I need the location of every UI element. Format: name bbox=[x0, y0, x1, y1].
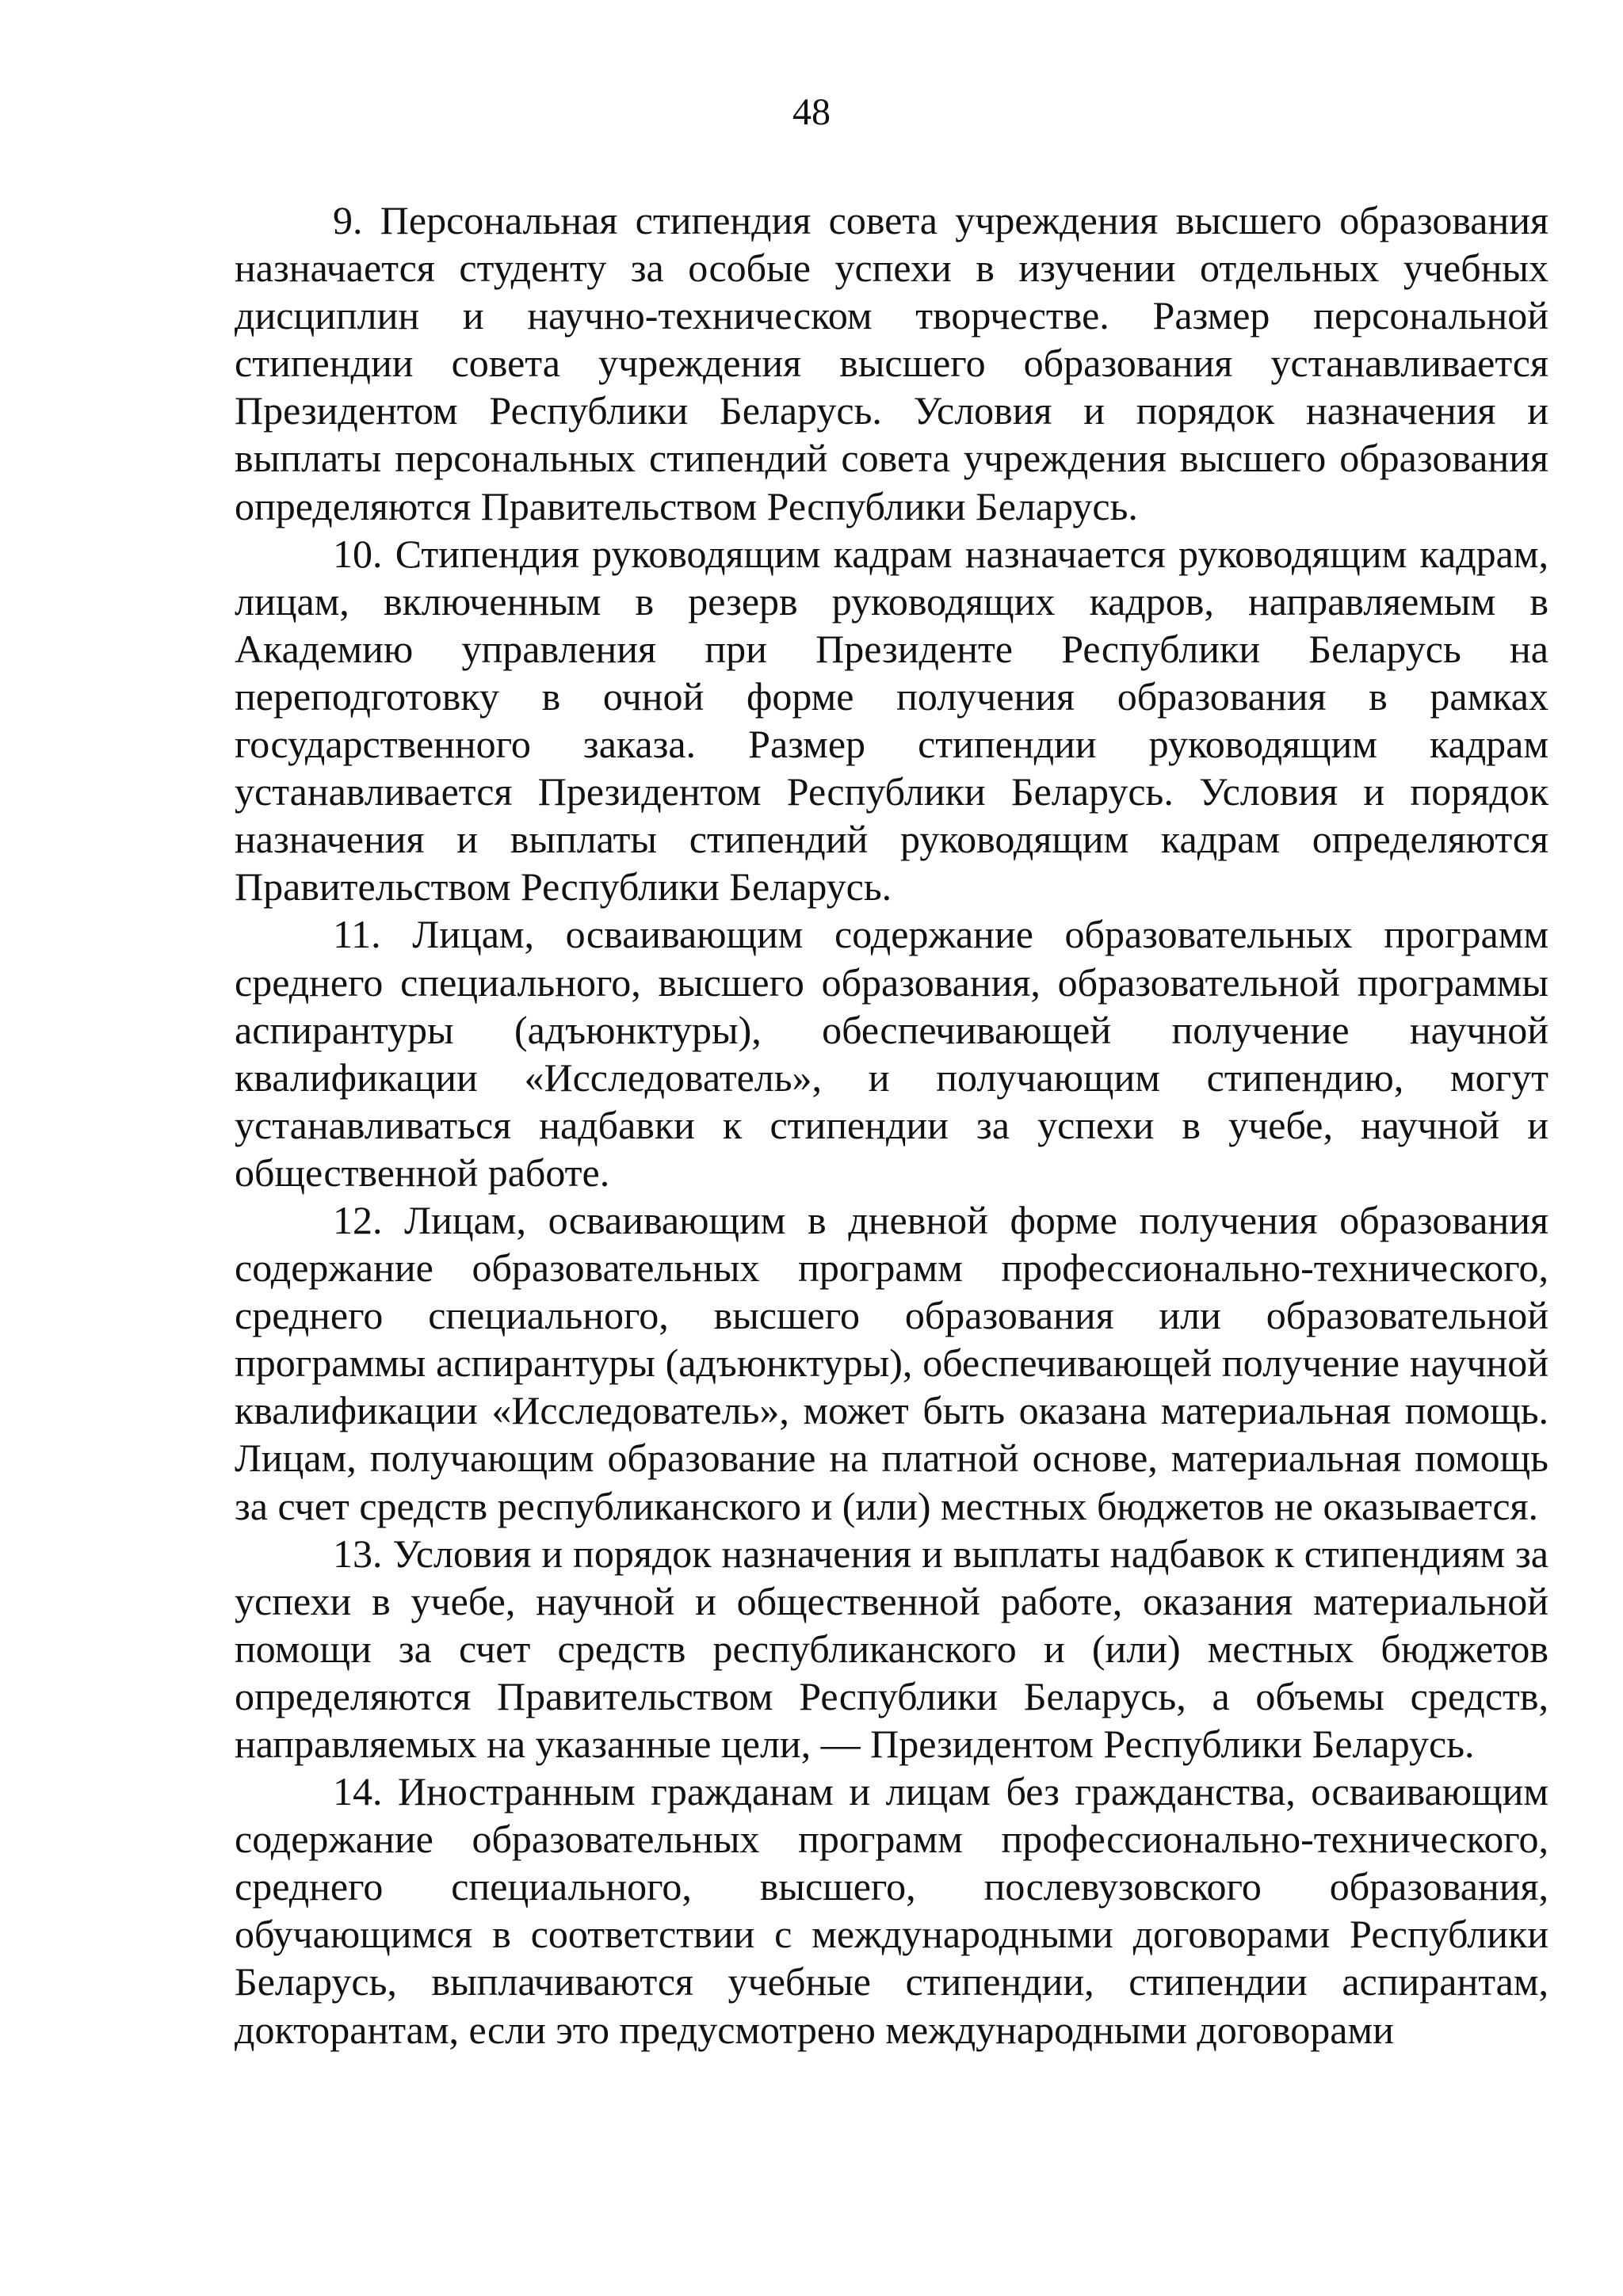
document-body bbox=[235, 196, 1549, 2054]
paragraph-14: 14. Иностранным гражданам и лицам без гражданства, осваивающим содержание образовательных программ профессионально-технического, среднего специального, высшего, послевузовского образования, обучающимся в соответствии с международными договорами Республики Беларусь, выплачиваются учебные стипендии, стипендии аспирантам, докторантам, если это предусмотрено международными договорами bbox=[235, 1769, 1549, 2052]
paragraph-9: 9. Персональная стипендия совета учреждения высшего образования назначается студенту за особые успехи в изучении отдельных учебных дисциплин и научно-техническом творчестве. Размер персональной стипендии совета учреждения высшего образования устанавливается Президентом Республики Беларусь. Условия и порядок назначения и выплаты персональных стипендий совета учреждения высшего образования определяются Правительством Республики Беларусь. bbox=[235, 198, 1549, 528]
paragraph-12: 12. Лицам, осваивающим в дневной форме получения образования содержание образовательных программ профессионально-технического, среднего специального, высшего образования или образовательной программы аспирантуры (адъюнктуры), обеспечивающей получение научной квалификации «Исследователь», может быть оказана материальная помощь. Лицам, получающим образование на платной основе, материальная помощь за счет средств республиканского и (или) местных бюджетов не оказывается. bbox=[235, 1197, 1549, 1528]
paragraph-10: 10. Стипендия руководящим кадрам назначается руководящим кадрам, лицам, включенным в резерв руководящих кадров, направляемым в Академию управления при Президенте Республики Беларусь на переподготовку в очной форме получения образования в рамках государственного заказа. Размер стипендии руководящим кадрам устанавливается Президентом Республики Беларусь. Условия и порядок назначения и выплаты стипендий руководящим кадрам определяются Правительством Республики Беларусь. bbox=[235, 531, 1549, 910]
paragraph-11: 11. Лицам, осваивающим содержание образовательных программ среднего специального, высшего образования, образовательной программы аспирантуры (адъюнктуры), обеспечивающей получение научной квалификации «Исследователь», и получающим стипендию, могут устанавливаться надбавки к стипендии за успехи в учебе, научной и общественной работе. bbox=[235, 912, 1549, 1195]
page-number: 48 bbox=[792, 91, 831, 133]
paragraph-13: 13. Условия и порядок назначения и выплаты надбавок к стипендиям за успехи в учебе, научной и общественной работе, оказания материальной помощи за счет средств республиканского и (или) местных бюджетов определяются Правительством Республики Беларусь, а объемы средств, направляемых на указанные цели, — Президентом Республики Беларусь. bbox=[235, 1531, 1549, 1766]
